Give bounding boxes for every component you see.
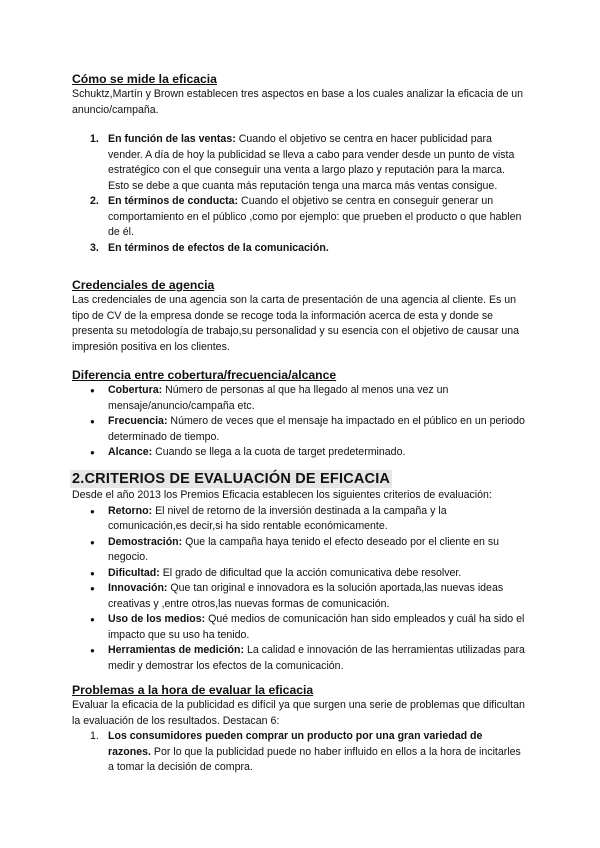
- item-term: En términos de conducta:: [108, 195, 239, 207]
- section-title: 2.CRITERIOS DE EVALUACIÓN DE EFICACIA: [72, 471, 391, 487]
- item-text: Por lo que la publicidad puede no haber influido en ellos a la hora de incitarles a tomar la decisión de compra.: [108, 745, 521, 773]
- section-intro: Evaluar la eficacia de la publicidad es difícil ya que surgen una serie de problemas que dificultan la evaluación de los resultados. Destacan 6:: [72, 699, 525, 727]
- list-item: [72, 383, 528, 414]
- section-coverage-frequency-reach: [72, 368, 528, 461]
- list-item: 2. En términos de conducta: Cuando el objetivo se centra en conseguir generar un comportamiento en el público ,como por ejemplo: que prueben el producto o que hablen de él.: [90, 195, 522, 238]
- bullet-icon: ●: [90, 584, 95, 593]
- bullet-icon: ●: [90, 417, 95, 426]
- item-text: El nivel de retorno de la inversión destinada a la campaña y la comunicación,es decir,si ha sido rentable económicamente.: [108, 504, 447, 532]
- numbered-list: [72, 132, 528, 256]
- item-text: Cuando se llega a la cuota de target predeterminado.: [152, 446, 406, 458]
- item-term: Dificultad:: [108, 566, 160, 579]
- bullet-icon: ●: [90, 448, 95, 457]
- item-text: Número de personas al que ha llegado al menos una vez un mensaje/anuncio/campaña etc.: [108, 384, 449, 412]
- section-text: Las credenciales de una agencia son la carta de presentación de una agencia al cliente. Es un tipo de CV de la empresa donde se recoge toda la información acerca de esta y donde se presenta su metodología de trabajo,su personalidad y su esencia con el objetivo de causar una impresión positiva en los clientes.: [72, 294, 519, 353]
- item-text: Número de veces que el mensaje ha impactado en el público en un periodo determinado de tiempo.: [108, 415, 525, 443]
- list-item: [72, 504, 528, 535]
- item-term: Uso de los medios:: [108, 613, 206, 625]
- bullet-icon: ●: [90, 615, 95, 624]
- list-item: [72, 535, 528, 566]
- item-text: La calidad e innovación de las herramientas utilizadas para medir y demostrar los efectos de la comunicación.: [108, 644, 525, 672]
- item-text: Que tan original e innovadora es la solución aportada,las nuevas ideas creativas y ,entre otros,las nuevas formas de comunicación.: [108, 582, 504, 610]
- section-intro: Desde el año 2013 los Premios Eficacia establecen los siguientes criterios de evaluación:: [72, 489, 492, 501]
- numbered-list: [72, 729, 528, 776]
- list-item: 3. En términos de efectos de la comunicación.: [90, 241, 329, 254]
- item-term: Herramientas de medición:: [108, 644, 244, 656]
- list-item: [72, 643, 528, 674]
- list-item: [72, 445, 528, 461]
- section-heading: Diferencia entre cobertura/frecuencia/alcance: [72, 368, 337, 382]
- list-item: [72, 566, 528, 582]
- item-text: Que la campaña haya tenido el efecto deseado por el cliente en su negocio.: [108, 535, 500, 563]
- list-item: 1. En función de las ventas: Cuando el objetivo se centra en hacer publicidad para vender. A día de hoy la publicidad se lleva a cabo para vender desde un punto de vista estratégico con el que conseguir una venta a largo plazo y reputación para la marca. Esto se debe a que cuanta más reputación tenga una marca más ventas consigue.: [90, 133, 515, 192]
- section-evaluation-problems: [72, 683, 528, 776]
- item-term: Cobertura:: [108, 384, 163, 396]
- section-heading: Problemas a la hora de evaluar la eficacia: [72, 683, 314, 697]
- item-term: Los consumidores pueden comprar un producto por una gran variedad de razones.: [108, 730, 483, 758]
- bullet-icon: ●: [90, 506, 95, 516]
- section-evaluation-criteria: [72, 470, 528, 674]
- item-text: Cuando el objetivo se centra en hacer publicidad para vender. A día de hoy la publicidad se lleva a cabo para vender desde un punto de vista estratégico con el que conseguir una venta a largo plazo y reputación para la marca. Esto se debe a que cuanta más reputación tenga una marca más ventas consigue.: [108, 133, 515, 192]
- list-item: [72, 612, 528, 643]
- item-term: Demostración:: [108, 535, 183, 548]
- bullet-icon: ●: [90, 646, 95, 655]
- item-text: El grado de dificultad que la acción comunicativa debe resolver.: [159, 566, 462, 579]
- list-item: 1. Los consumidores pueden comprar un producto por una gran variedad de razones. Por lo que la publicidad puede no haber influido en ellos a la hora de incitarles a tomar la decisión de compra.: [90, 730, 521, 773]
- bullet-icon: ●: [90, 537, 95, 547]
- item-term: Alcance:: [108, 446, 153, 458]
- item-text: Cuando el objetivo se centra en conseguir generar un comportamiento en el público ,como por ejemplo: que prueben el producto o que hablen de él.: [108, 195, 522, 238]
- section-heading: Cómo se mide la eficacia: [72, 72, 217, 86]
- list-item: [72, 581, 528, 612]
- item-term: En términos de efectos de la comunicación.: [108, 241, 329, 254]
- bullet-icon: ●: [90, 568, 95, 578]
- section-heading: Credenciales de agencia: [72, 278, 215, 292]
- item-term: Innovación:: [108, 582, 168, 594]
- section-intro: Schuktz,Martín y Brown establecen tres aspectos en base a los cuales analizar la eficacia de un anuncio/campaña.: [72, 88, 524, 116]
- bullet-list: [72, 383, 528, 461]
- item-term: Retorno:: [108, 504, 153, 517]
- bullet-list: [72, 504, 528, 675]
- bullet-icon: ●: [90, 386, 95, 395]
- item-term: Frecuencia:: [108, 415, 168, 427]
- section-measure-efficacy: [72, 72, 528, 256]
- section-agency-credentials: [72, 278, 528, 355]
- item-term: En función de las ventas:: [108, 133, 236, 145]
- list-item: [72, 414, 528, 445]
- item-text: Qué medios de comunicación han sido empleados y cuál ha sido el impacto que su uso ha tenido.: [108, 613, 525, 641]
